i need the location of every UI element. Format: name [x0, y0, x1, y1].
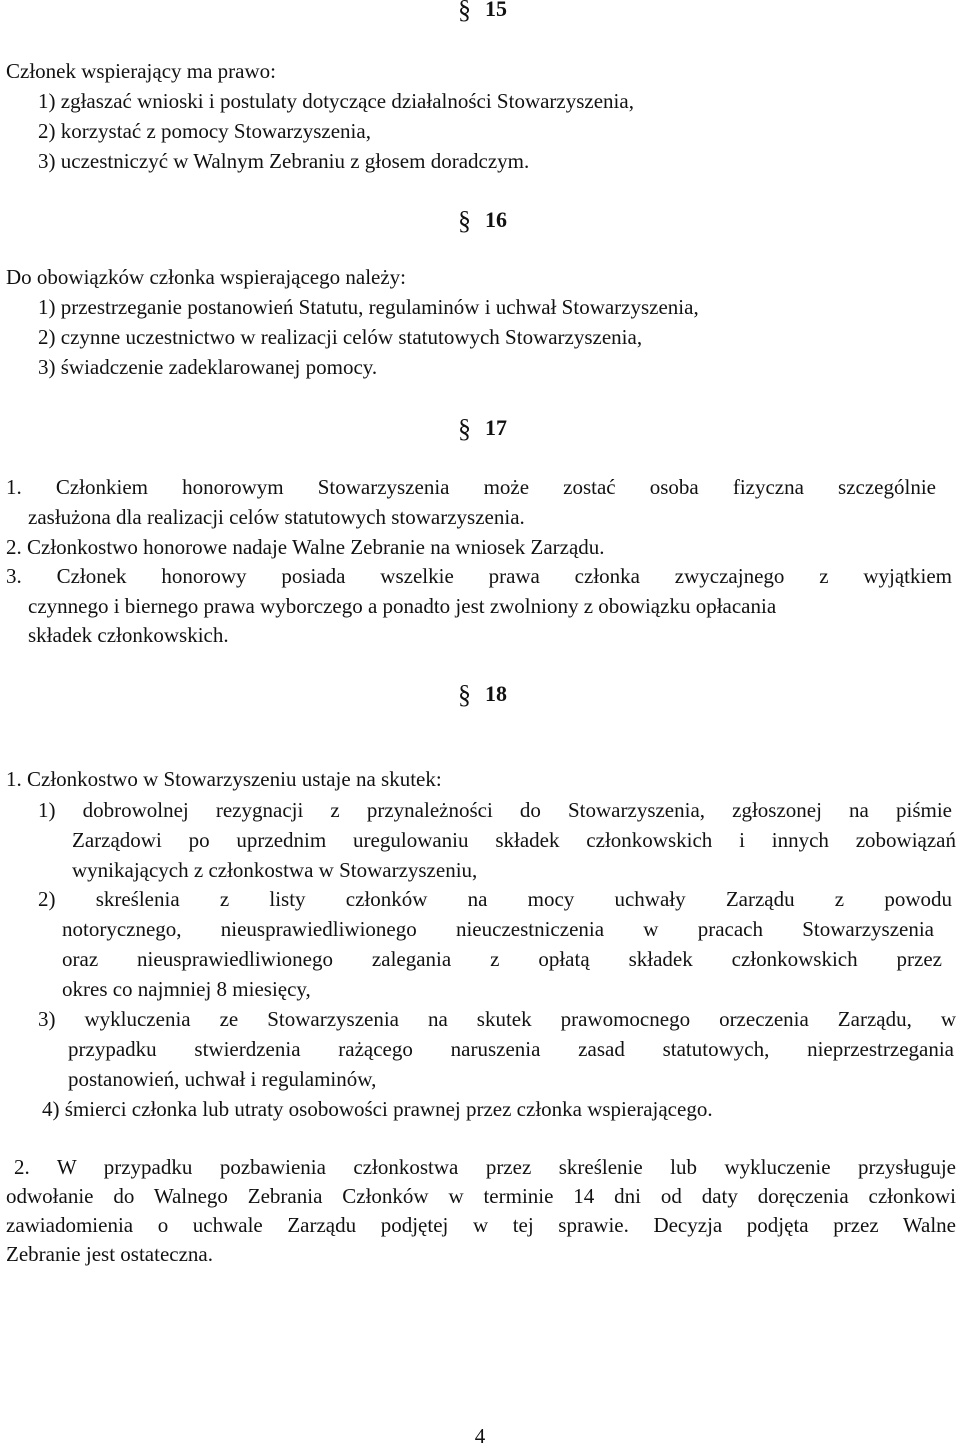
section-17-line-6: składek członkowskich.: [28, 623, 229, 647]
section-16-item-3: 3) świadczenie zadeklarowanej pomocy.: [38, 355, 378, 379]
section-heading-17: [458, 413, 507, 444]
section-number: 17: [485, 415, 507, 440]
section-18-line-15: zawiadomienia o uchwale Zarządu podjętej w tej sprawie. Decyzja podjęta przez Walne: [6, 1213, 956, 1237]
section-number: 18: [485, 681, 507, 706]
section-15-item-2: 2) korzystać z pomocy Stowarzyszenia,: [38, 119, 371, 143]
section-18-line-12: 4) śmierci członka lub utraty osobowości prawnej przez członka wspierającego.: [42, 1097, 713, 1121]
section-16-intro: Do obowiązków członka wspierającego należy:: [6, 265, 407, 289]
section-17-line-2: zasłużona dla realizacji celów statutowych stowarzyszenia.: [28, 505, 525, 529]
section-16-item-1: 1) przestrzeganie postanowień Statutu, regulaminów i uchwał Stowarzyszenia,: [38, 295, 699, 319]
page-number: 4: [474, 1424, 486, 1448]
section-17-line-3: 2. Członkostwo honorowe nadaje Walne Zebranie na wniosek Zarządu.: [6, 535, 605, 559]
section-symbol: §: [458, 414, 471, 443]
section-15-intro: Członek wspierający ma prawo:: [6, 59, 276, 83]
section-heading-15: [458, 0, 507, 25]
section-18-line-7: oraz nieusprawiedliwionego zalegania z opłatą składek członkowskich przez: [62, 947, 942, 971]
section-18-line-14: odwołanie do Walnego Zebrania Członków w terminie 14 dni od daty doręczenia członkowi: [6, 1184, 956, 1208]
section-18-line-9: 3) wykluczenia ze Stowarzyszenia na skutek prawomocnego orzeczenia Zarządu, w: [38, 1007, 956, 1031]
section-18-line-2: 1) dobrowolnej rezygnacji z przynależności do Stowarzyszenia, zgłoszonej na piśmie: [38, 798, 952, 822]
section-17-line-1: 1. Członkiem honorowym Stowarzyszenia może zostać osoba fizyczna szczególnie: [6, 475, 936, 499]
section-17-line-4: 3. Członek honorowy posiada wszelkie prawa członka zwyczajnego z wyjątkiem: [6, 564, 952, 588]
section-15-item-3: 3) uczestniczyć w Walnym Zebraniu z głosem doradczym.: [38, 149, 530, 173]
section-18-line-16: Zebranie jest ostateczna.: [6, 1242, 213, 1266]
section-symbol: §: [458, 680, 471, 709]
section-18-line-1: 1. Członkostwo w Stowarzyszeniu ustaje na skutek:: [6, 767, 442, 791]
section-symbol: §: [458, 0, 471, 24]
section-heading-18: [458, 679, 507, 710]
section-15-item-1: 1) zgłaszać wnioski i postulaty dotyczące działalności Stowarzyszenia,: [38, 89, 634, 113]
section-18-line-10: przypadku stwierdzenia rażącego naruszenia zasad statutowych, nieprzestrzegania: [68, 1037, 954, 1061]
section-18-line-4: wynikających z członkostwa w Stowarzyszeniu,: [72, 858, 478, 882]
section-17-line-5: czynnego i biernego prawa wyborczego a ponadto jest zwolniony z obowiązku opłacania: [28, 594, 777, 618]
section-18-line-13: 2. W przypadku pozbawienia członkostwa przez skreślenie lub wykluczenie przysługuje: [14, 1155, 956, 1179]
section-18-line-6: notorycznego, nieusprawiedliwionego nieuczestniczenia w pracach Stowarzyszenia: [62, 917, 934, 941]
section-number: 16: [485, 207, 507, 232]
section-heading-16: [458, 205, 507, 236]
section-18-line-5: 2) skreślenia z listy członków na mocy uchwały Zarządu z powodu: [38, 887, 952, 911]
section-18-line-3: Zarządowi po uprzednim uregulowaniu składek członkowskich i innych zobowiązań: [72, 828, 956, 852]
section-18-line-8: okres co najmniej 8 miesięcy,: [62, 977, 311, 1001]
section-symbol: §: [458, 206, 471, 235]
section-number: 15: [485, 0, 507, 21]
section-18-line-11: postanowień, uchwał i regulaminów,: [68, 1067, 377, 1091]
section-16-item-2: 2) czynne uczestnictwo w realizacji celów statutowych Stowarzyszenia,: [38, 325, 643, 349]
